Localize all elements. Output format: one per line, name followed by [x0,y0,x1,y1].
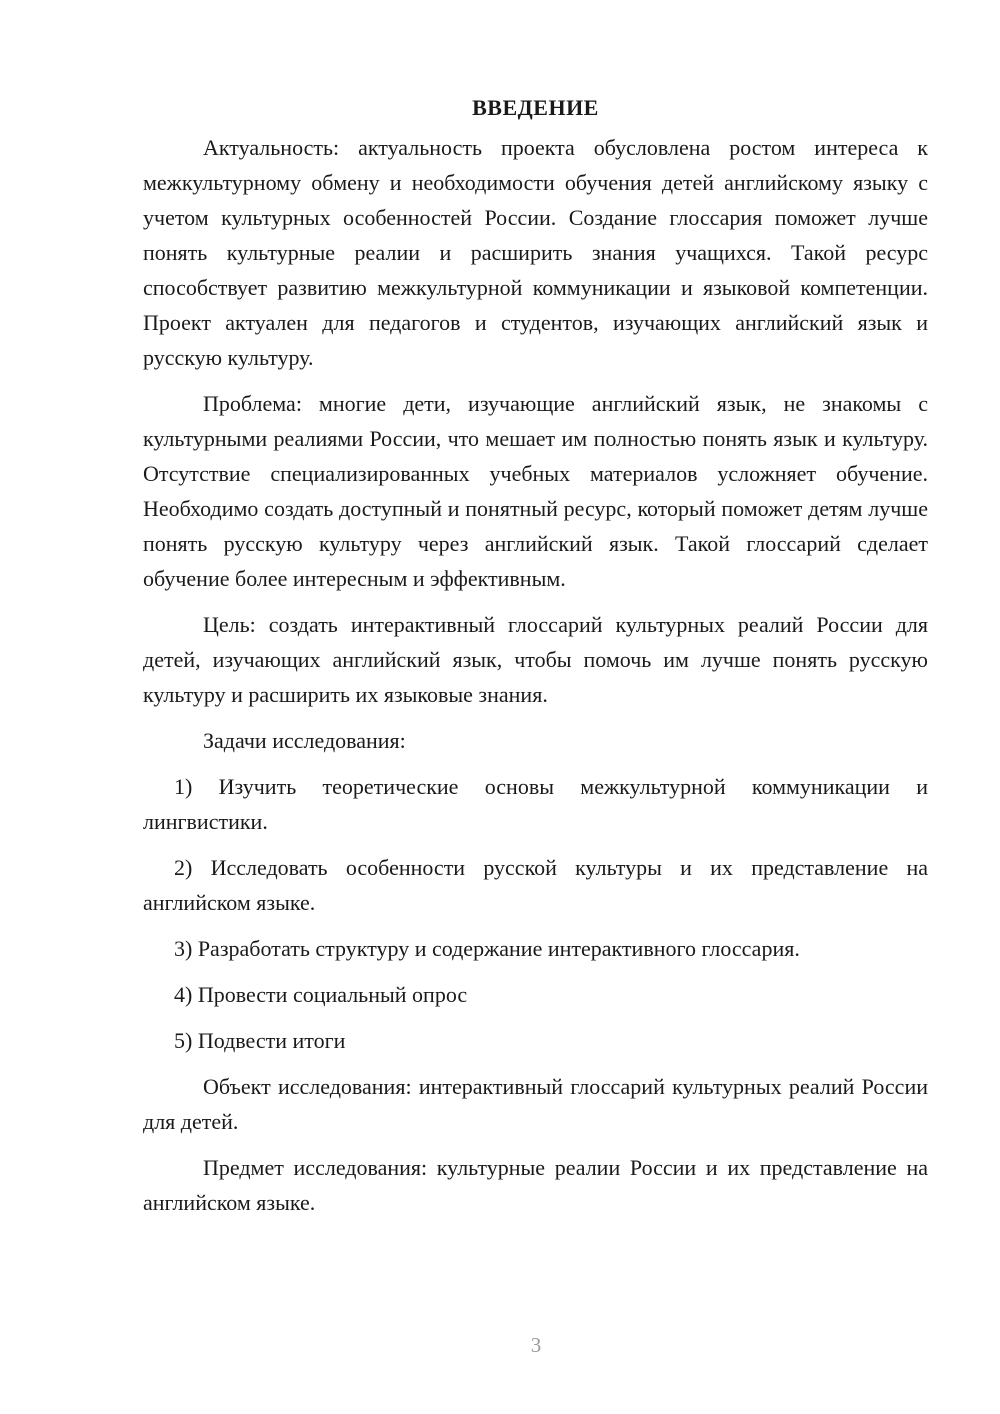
tasks-heading: Задачи исследования: [203,728,406,753]
task-item: 1) Изучить теоретические основы межкультурной коммуникации и лингвистики. [143,774,928,834]
paragraph-problem: Проблема: многие дети, изучающие английский язык, не знакомы с культурными реалиями России, что мешает им полностью понять язык и культуру. Отсутствие специализированных учебных материалов усложняет обучение. Необходимо создать доступный и понятный ресурс, который поможет детям лучше понять русскую культуру через английский язык. Такой глоссарий сделает обучение более интересным и эффективным. [143,391,928,591]
paragraph-goal: Цель: создать интерактивный глоссарий культурных реалий России для детей, изучающих английский язык, чтобы помочь им лучше понять русскую культуру и расширить их языковые знания. [143,612,928,707]
page-number: 3 [530,1333,542,1357]
section-title: ВВЕДЕНИЕ [472,95,599,120]
paragraph-subject: Предмет исследования: культурные реалии России и их представление на английском языке. [143,1155,928,1215]
paragraph-relevance: Актуальность: актуальность проекта обусловлена ростом интереса к межкультурному обмену и необходимости обучения детей английскому языку с учетом культурных особенностей России. Создание глоссария поможет лучше понять культурные реалии и расширить знания учащихся. Такой ресурс способствует развитию межкультурной коммуникации и языковой компетенции. Проект актуален для педагогов и студентов, изучающих английский язык и русскую культуру. [143,135,928,370]
task-item: 4) Провести социальный опрос [174,982,468,1007]
paragraph-object: Объект исследования: интерактивный глоссарий культурных реалий России для детей. [143,1074,928,1134]
task-item: 5) Подвести итоги [174,1028,346,1053]
document-page [143,92,928,1231]
task-item: 3) Разработать структуру и содержание интерактивного глоссария. [174,936,800,961]
task-item: 2) Исследовать особенности русской культуры и их представление на английском языке. [143,855,928,915]
